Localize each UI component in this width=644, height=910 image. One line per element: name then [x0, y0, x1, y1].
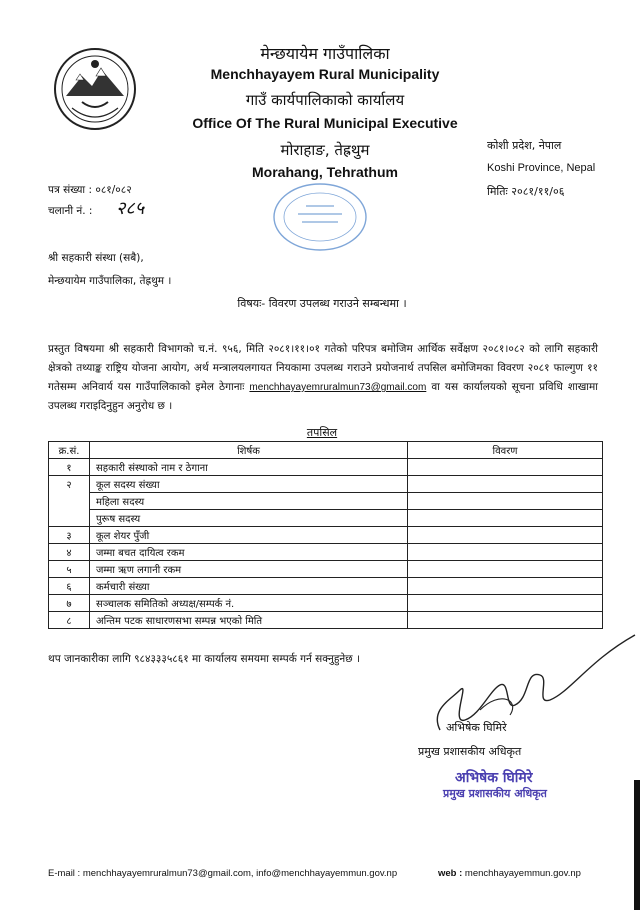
row-sn	[49, 493, 90, 510]
table-row	[49, 493, 603, 510]
row-sn: ३	[49, 527, 90, 544]
row-title: कूल शेयर पुँजी	[90, 527, 408, 544]
row-value	[408, 595, 603, 612]
table-row	[49, 476, 603, 493]
scan-edge-shadow	[634, 780, 640, 910]
table-row	[49, 459, 603, 476]
row-title: जम्मा ऋण लगानी रकम	[90, 561, 408, 578]
table-row	[49, 527, 603, 544]
province-en: Koshi Province, Nepal	[487, 162, 596, 174]
row-sn: ६	[49, 578, 90, 595]
place-en: Morahang, Tehrathum	[252, 164, 398, 180]
letter-date: मितिः २०८१/११/०६	[487, 185, 565, 198]
table-row	[49, 510, 603, 527]
row-sn: ७	[49, 595, 90, 612]
row-value	[408, 561, 603, 578]
row-value	[408, 459, 603, 476]
chalani-label: चलानी नं. :	[48, 205, 93, 217]
signatory-name: अभिषेक घिमिरे	[446, 721, 507, 734]
table-row	[49, 561, 603, 578]
row-sn: १	[49, 459, 90, 476]
header-sn: क्र.सं.	[49, 442, 90, 459]
footer-email-value[interactable]: menchhayayemruralmun73@gmail.com, info@menchhayayemmun.gov.np	[82, 868, 398, 879]
office-seal-stamp	[268, 180, 372, 254]
province-np: कोशी प्रदेश, नेपाल	[487, 139, 562, 152]
footer-email-label: E-mail :	[48, 868, 81, 879]
recipient-line-2: मेन्छयायेम गाउँपालिका, तेह्रथुम ।	[48, 275, 172, 287]
row-value	[408, 544, 603, 561]
row-title: पुरूष सदस्य	[90, 510, 408, 527]
table-row	[49, 544, 603, 561]
row-sn	[49, 510, 90, 527]
footer-web-value[interactable]: menchhayayemmun.gov.np	[464, 868, 581, 879]
office-name-np: गाउँ कार्यपालिकाको कार्यालय	[245, 91, 405, 109]
row-sn: ५	[49, 561, 90, 578]
name-stamp: अभिषेक घिमिरे	[455, 770, 533, 786]
designation-stamp: प्रमुख प्रशासकीय अधिकृत	[443, 787, 547, 800]
body-email-link[interactable]: menchhayayemruralmun73@gmail.com	[249, 382, 427, 393]
row-value	[408, 527, 603, 544]
row-sn: ८	[49, 612, 90, 629]
row-value	[408, 578, 603, 595]
row-title: अन्तिम पटक साधारणसभा सम्पन्न भएको मिति	[90, 612, 408, 629]
footer-email	[48, 868, 397, 879]
row-title: कूल सदस्य संख्या	[90, 476, 408, 493]
header-details: विवरण	[408, 442, 603, 459]
tapsil-heading: तपसिल	[306, 426, 338, 439]
nepal-emblem-logo	[52, 46, 138, 132]
row-value	[408, 493, 603, 510]
recipient-line-1: श्री सहकारी संस्था (सबै),	[48, 252, 144, 264]
body-tail: वा यस कार्यालयको सूचना प्रविधि शाखामा उपलब्ध गराइदिनुहुन अनुरोध छ ।	[48, 381, 598, 412]
chalani-number: २८५	[116, 198, 145, 219]
row-value	[408, 612, 603, 629]
row-value	[408, 476, 603, 493]
row-title: कर्मचारी संख्या	[90, 578, 408, 595]
letter-subject: विषयः- विवरण उपलब्ध गराउने सम्बन्धमा ।	[237, 297, 407, 310]
footer-web	[438, 868, 581, 879]
details-table	[48, 441, 603, 629]
row-sn: २	[49, 476, 90, 493]
row-title: सहकारी संस्थाको नाम र ठेगाना	[90, 459, 408, 476]
patra-sankhya: पत्र संख्या : ०८१/०८२	[48, 184, 132, 196]
letter-body	[48, 340, 598, 416]
row-value	[408, 510, 603, 527]
table-row	[49, 578, 603, 595]
header-title: शिर्षक	[90, 442, 408, 459]
row-title: सञ्चालक समितिको अध्यक्ष/सम्पर्क नं.	[90, 595, 408, 612]
municipality-name-np: मेन्छयायेम गाउँपालिका	[260, 44, 390, 63]
table-row	[49, 595, 603, 612]
row-title: महिला सदस्य	[90, 493, 408, 510]
table-row	[49, 612, 603, 629]
body-text: प्रस्तुत विषयमा श्री सहकारी विभागको च.नं. ९५६, मिति २०८१।११।०१ गतेको परिपत्र बमोजिम आर्थिक सर्वेक्षण २०८१।०८२ को लागि सहकारी क्षेत्रको तथ्याङ्क राष्ट्रिय योजना आयोग, अर्थ मन्त्रालयलगायत नियकामा उपलब्ध गराउने प्रयोजनार्थ तपसिल बमोजिमका विवरण २०८१ फाल्गुण ११ गतेसम्म अनिवार्य यस गाउँपालिकाको इमेल ठेगानाः	[48, 343, 598, 393]
place-np: मोराहाङ, तेह्रथुम	[280, 141, 370, 159]
row-sn: ४	[49, 544, 90, 561]
contact-note: थप जानकारीका लागि ९८४३३३५८६१ मा कार्यालय समयमा सम्पर्क गर्न सक्नुहुनेछ ।	[48, 653, 360, 665]
municipality-name-en: Menchhayayem Rural Municipality	[210, 66, 440, 82]
signatory-designation: प्रमुख प्रशासकीय अधिकृत	[418, 745, 522, 758]
table-header-row	[49, 442, 603, 459]
footer-web-label: web :	[438, 868, 463, 879]
row-title: जम्मा बचत दायित्व रकम	[90, 544, 408, 561]
office-name-en: Office Of The Rural Municipal Executive	[192, 115, 458, 131]
